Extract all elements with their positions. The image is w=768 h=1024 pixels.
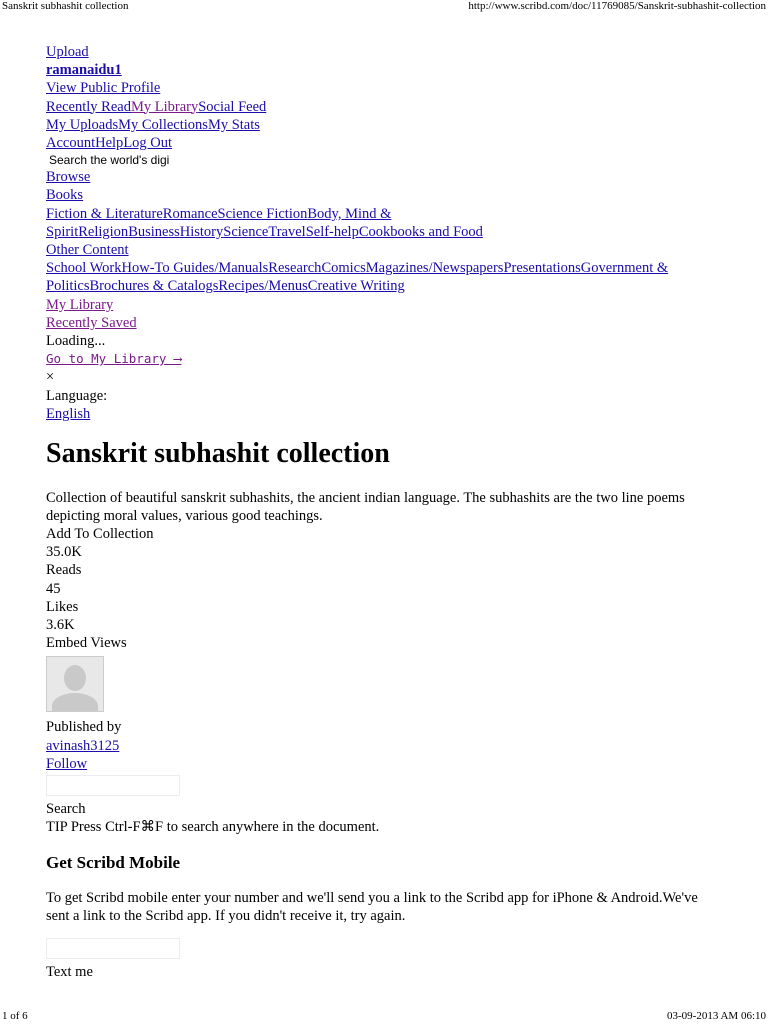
category-science[interactable]: Science xyxy=(223,223,269,240)
category-magazines[interactable]: Magazines/Newspapers xyxy=(365,260,504,277)
document-search-input[interactable] xyxy=(46,775,180,796)
category-presentations[interactable]: Presentations xyxy=(503,260,581,277)
print-footer xyxy=(0,1008,768,1024)
category-travel[interactable]: Travel xyxy=(268,223,306,240)
print-datetime: 03-09-2013 AM 06:10 xyxy=(667,1010,766,1022)
log-out-link[interactable]: Log Out xyxy=(123,135,173,152)
close-icon[interactable]: × xyxy=(46,369,55,386)
category-religion[interactable]: Religion xyxy=(78,223,129,240)
view-profile-link[interactable]: View Public Profile xyxy=(46,80,161,97)
category-science-fiction[interactable]: Science Fiction xyxy=(217,205,308,222)
recently-saved-link[interactable]: Recently Saved xyxy=(46,314,137,331)
category-politics[interactable]: Politics xyxy=(46,278,90,295)
author-link[interactable]: avinash3125 xyxy=(46,737,120,754)
add-to-collection-button[interactable]: Add To Collection xyxy=(46,526,154,543)
books-link[interactable]: Books xyxy=(46,187,84,204)
category-body-mind[interactable]: Body, Mind & xyxy=(307,205,392,222)
other-categories-row-1 xyxy=(46,259,726,277)
avatar-head-shape xyxy=(64,665,86,691)
print-title: Sanskrit subhashit collection xyxy=(2,0,129,12)
avatar-shoulders-shape xyxy=(52,693,98,712)
search-button[interactable]: Search xyxy=(46,801,86,818)
my-uploads-link[interactable]: My Uploads xyxy=(46,116,119,133)
other-categories-row-2 xyxy=(46,277,726,295)
category-fiction-literature[interactable]: Fiction & Literature xyxy=(46,205,163,222)
reads-label: Reads xyxy=(46,562,82,579)
category-government[interactable]: Government & xyxy=(580,260,669,277)
likes-label: Likes xyxy=(46,598,79,615)
username-link[interactable]: ramanaidu1 xyxy=(46,62,122,79)
follow-link[interactable]: Follow xyxy=(46,755,88,772)
my-library-link[interactable]: My Library xyxy=(130,98,199,115)
social-feed-link[interactable]: Social Feed xyxy=(198,98,267,115)
print-url: http://www.scribd.com/doc/11769085/Sanskrit-subhashit-collection xyxy=(468,0,766,12)
book-categories-row-1 xyxy=(46,205,726,223)
category-how-to[interactable]: How-To Guides/Manuals xyxy=(121,260,269,277)
category-creative-writing[interactable]: Creative Writing xyxy=(307,278,405,295)
category-romance[interactable]: Romance xyxy=(162,205,218,222)
my-collections-link[interactable]: My Collections xyxy=(118,116,208,133)
print-header xyxy=(0,0,768,14)
help-link[interactable]: Help xyxy=(95,135,124,152)
my-stats-link[interactable]: My Stats xyxy=(207,116,260,133)
embed-views-label: Embed Views xyxy=(46,635,127,652)
book-categories-row-2 xyxy=(46,223,726,241)
search-input[interactable]: Search the world's digi xyxy=(49,153,170,168)
language-select[interactable]: English xyxy=(46,405,91,422)
mobile-heading: Get Scribd Mobile xyxy=(46,852,181,872)
category-brochures[interactable]: Brochures & Catalogs xyxy=(89,278,219,295)
loading-text: Loading... xyxy=(46,333,106,350)
text-me-button[interactable]: Text me xyxy=(46,963,93,980)
category-recipes[interactable]: Recipes/Menus xyxy=(218,278,308,295)
account-link[interactable]: Account xyxy=(46,135,96,152)
category-comics[interactable]: Comics xyxy=(321,260,366,277)
other-content-link[interactable]: Other Content xyxy=(46,242,129,259)
document-title: Sanskrit subhashit collection xyxy=(46,438,390,470)
category-business[interactable]: Business xyxy=(128,223,180,240)
category-spirit[interactable]: Spirit xyxy=(46,223,79,240)
page-number: 1 of 6 xyxy=(2,1010,28,1022)
phone-number-input[interactable] xyxy=(46,938,180,959)
recently-read-link[interactable]: Recently Read xyxy=(46,98,131,115)
search-tip: TIP Press Ctrl-F⌘F to search anywhere in the document. xyxy=(46,819,380,836)
likes-count: 45 xyxy=(46,580,61,597)
category-cookbooks[interactable]: Cookbooks and Food xyxy=(358,223,483,240)
go-to-library-link[interactable]: Go to My Library ⟶ xyxy=(46,351,182,367)
upload-link[interactable]: Upload xyxy=(46,44,89,60)
my-library-link-2[interactable]: My Library xyxy=(46,296,114,313)
user-menu-row-2 xyxy=(46,116,726,134)
category-history[interactable]: History xyxy=(179,223,224,240)
published-by-label: Published by xyxy=(46,719,122,736)
reads-count: 35.0K xyxy=(46,544,82,561)
embed-views-count: 3.6K xyxy=(46,617,75,634)
page-content xyxy=(46,43,726,981)
category-school-work[interactable]: School Work xyxy=(46,260,122,277)
user-menu-row-3 xyxy=(46,134,726,152)
user-menu-row-1 xyxy=(46,98,726,116)
mobile-description: To get Scribd mobile enter your number and we'll send you a link to the Scribd app for iPhone & Android.We've sent a link to the Scribd app. If you didn't receive it, try again. xyxy=(46,889,698,924)
category-self-help[interactable]: Self-help xyxy=(305,223,359,240)
category-research[interactable]: Research xyxy=(268,260,322,277)
avatar[interactable] xyxy=(46,656,104,712)
browse-link[interactable]: Browse xyxy=(46,169,91,186)
language-label: Language: xyxy=(46,387,108,404)
document-description: Collection of beautiful sanskrit subhashits, the ancient indian language. The subhashits are the two line poems depicting moral values, various good teachings. xyxy=(46,490,685,525)
